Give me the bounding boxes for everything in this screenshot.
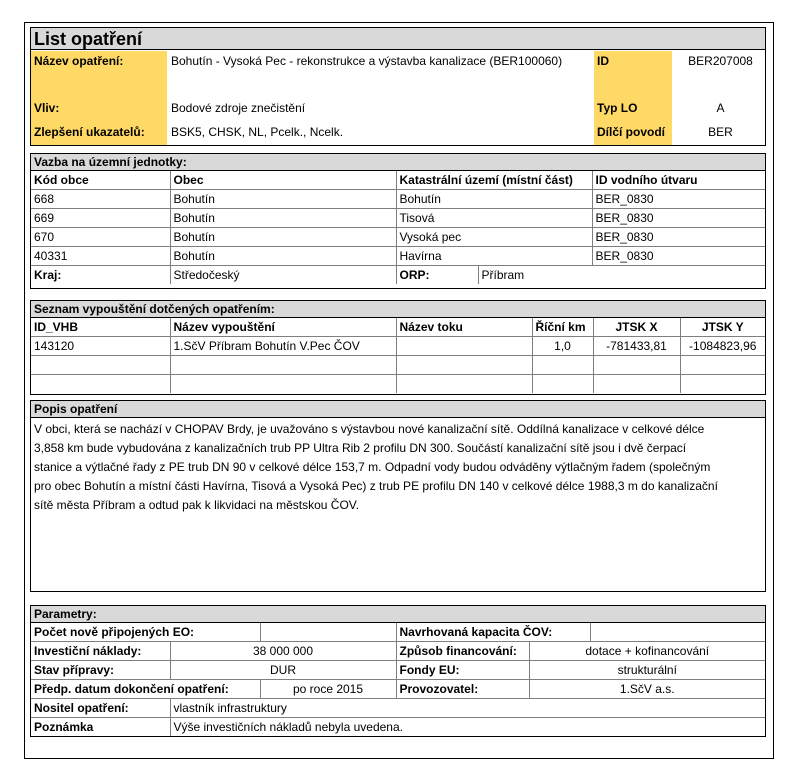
cell-katastr: Bohutín	[396, 190, 592, 209]
cell-obec: Bohutín	[170, 209, 396, 228]
poznamka-value: Výše investičních nákladů nebyla uvedena.	[170, 718, 765, 737]
vazba-table	[31, 171, 765, 284]
popis-text	[31, 418, 765, 517]
vliv-value: Bodové zdroje znečistění	[171, 101, 306, 115]
table-row	[31, 190, 765, 209]
popis-line: pro obec Bohutín a místní části Havírna, Tisová a Vysoká Pec) z trub PE profilu DN 140 v celkové délce 1988,3 m do kanalizační	[34, 479, 718, 493]
vazba-header-row	[31, 171, 765, 190]
param-table	[31, 623, 765, 736]
orp-value: Příbram	[478, 266, 765, 285]
stav-label: Stav přípravy:	[31, 661, 170, 680]
document-frame	[24, 22, 774, 759]
naklady-label: Investiční náklady:	[31, 642, 170, 661]
nositel-label: Nositel opatření:	[31, 699, 170, 718]
financovani-value: dotace + kofinancování	[529, 642, 765, 661]
pocet-label: Počet nově připojených EO:	[31, 623, 260, 642]
cell-id: BER_0830	[592, 209, 765, 228]
datum-value: po roce 2015	[260, 680, 396, 699]
cell-obec: Bohutín	[170, 228, 396, 247]
popis-line: V obci, která se nachází v CHOPAV Brdy, je uvažováno s výstavbou nové kanalizační sítě. Oddílná kanalizace v celkové délce	[34, 422, 705, 436]
cell-katastr: Tisová	[396, 209, 592, 228]
popis-title: Popis opatření	[31, 401, 765, 418]
popis-line: stanice a výtlačné řady z PE trub DN 90 v celkové délce 153,7 m. Odpadní vody budou odváděny výtlačným řadem (společným	[34, 460, 711, 474]
param-row	[31, 642, 765, 661]
header-section	[30, 27, 766, 146]
cell-katastr: Havírna	[396, 247, 592, 266]
cell-y: -1084823,96	[680, 337, 765, 356]
cell-kod: 669	[31, 209, 170, 228]
param-row	[31, 699, 765, 718]
kraj-row	[31, 266, 765, 285]
seznam-header-nazev: Název vypouštění	[170, 318, 396, 337]
cell-kod: 670	[31, 228, 170, 247]
vazba-header-id: ID vodního útvaru	[592, 171, 765, 190]
nazev-value: Bohutín - Vysoká Pec - rekonstrukce a výstavba kanalizace (BER100060)	[171, 54, 563, 68]
provozovatel-value: 1.SčV a.s.	[529, 680, 765, 699]
nositel-value: vlastník infrastruktury	[170, 699, 765, 718]
vazba-header-obec: Obec	[170, 171, 396, 190]
stav-value: DUR	[170, 661, 396, 680]
cell-id: BER_0830	[592, 190, 765, 209]
kraj-label: Kraj:	[31, 266, 170, 285]
seznam-header-idvhb: ID_VHB	[31, 318, 170, 337]
vazba-title: Vazba na územní jednotky:	[31, 154, 765, 171]
cell-obec: Bohutín	[170, 190, 396, 209]
datum-label: Předp. datum dokončení opatření:	[31, 680, 260, 699]
cell-km: 1,0	[532, 337, 593, 356]
param-title: Parametry:	[31, 606, 765, 623]
seznam-header-x: JTSK X	[593, 318, 680, 337]
seznam-table	[31, 318, 765, 393]
table-row	[31, 356, 765, 375]
vliv-label: Vliv:	[31, 98, 167, 118]
seznam-header-y: JTSK Y	[680, 318, 765, 337]
cell-id: BER_0830	[592, 228, 765, 247]
financovani-label: Způsob financování:	[396, 642, 529, 661]
vliv-row	[31, 98, 765, 118]
vazba-header-katastr: Katastrální území (místní část)	[396, 171, 592, 190]
popis-section	[30, 400, 766, 592]
table-row	[31, 247, 765, 266]
povodi-label: Dílčí povodí	[594, 122, 672, 142]
param-row	[31, 623, 765, 642]
naklady-value: 38 000 000	[170, 642, 396, 661]
popis-line: sítě města Příbram a odtud pak k likvidaci na městskou ČOV.	[34, 498, 360, 512]
seznam-title: Seznam vypouštění dotčených opatřením:	[31, 301, 765, 318]
cell-kod: 668	[31, 190, 170, 209]
cell-obec: Bohutín	[170, 247, 396, 266]
page-title: List opatření	[31, 28, 765, 50]
table-row	[31, 375, 765, 394]
nazev-row	[31, 51, 765, 71]
provozovatel-label: Provozovatel:	[396, 680, 529, 699]
kapacita-value	[590, 623, 765, 642]
cell-tok	[396, 337, 532, 356]
vazba-section	[30, 153, 766, 289]
kapacita-label: Navrhovaná kapacita ČOV:	[396, 623, 590, 642]
fondy-label: Fondy EU:	[396, 661, 529, 680]
cell-katastr: Vysoká pec	[396, 228, 592, 247]
typlo-label: Typ LO	[594, 98, 672, 118]
table-row	[31, 337, 765, 356]
kraj-value: Středočeský	[170, 266, 396, 285]
cell-kod: 40331	[31, 247, 170, 266]
seznam-section	[30, 300, 766, 395]
vazba-header-kod: Kód obce	[31, 171, 170, 190]
zlepseni-value: BSK5, CHSK, NL, Pcelk., Ncelk.	[171, 125, 344, 139]
orp-label: ORP:	[396, 266, 478, 285]
fondy-value: strukturální	[529, 661, 765, 680]
zlepseni-row	[31, 122, 765, 142]
zlepseni-label: Zlepšení ukazatelů:	[31, 122, 167, 142]
id-value: BER207008	[688, 54, 753, 68]
table-row	[31, 228, 765, 247]
cell-nazev: 1.SčV Příbram Bohutín V.Pec ČOV	[170, 337, 396, 356]
poznamka-label: Poznámka	[31, 718, 170, 737]
seznam-header-km: Říční km	[532, 318, 593, 337]
nazev-label: Název opatření:	[31, 51, 167, 71]
povodi-value: BER	[708, 125, 733, 139]
cell-id: BER_0830	[592, 247, 765, 266]
cell-idvhb: 143120	[31, 337, 170, 356]
typlo-value: A	[716, 101, 725, 115]
cell-x: -781433,81	[593, 337, 680, 356]
param-row	[31, 680, 765, 699]
param-row	[31, 718, 765, 737]
param-row	[31, 661, 765, 680]
id-label: ID	[594, 51, 672, 71]
popis-line: 3,858 km bude vybudována z kanalizačních trub PP Ultra Rib 2 profilu DN 300. Součástí kanalizační sítě jsou i dvě čerpací	[34, 441, 687, 455]
pocet-value	[260, 623, 396, 642]
seznam-header-row	[31, 318, 765, 337]
seznam-header-tok: Název toku	[396, 318, 532, 337]
param-section	[30, 605, 766, 737]
table-row	[31, 209, 765, 228]
